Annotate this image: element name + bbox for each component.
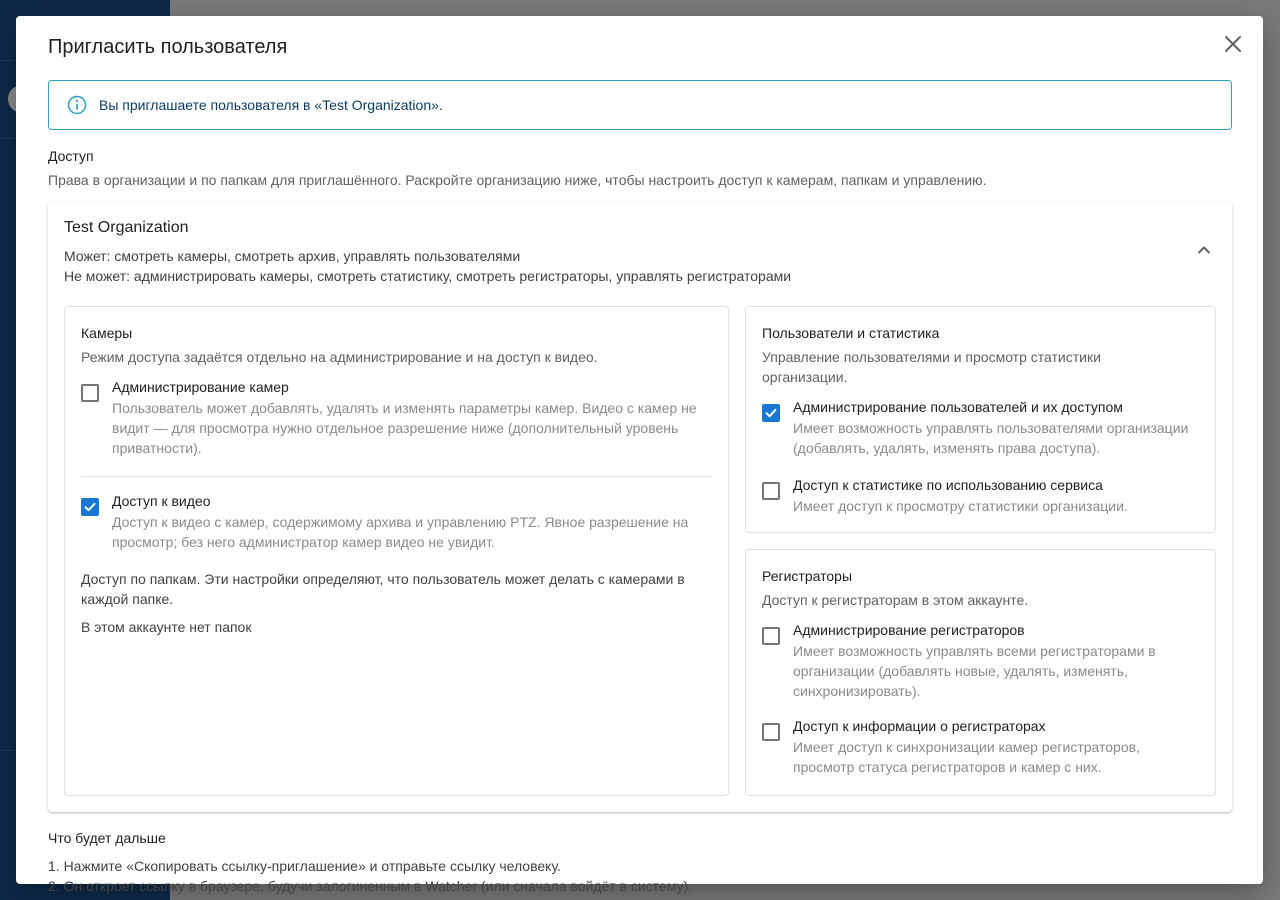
invite-user-dialog — [16, 16, 1263, 894]
camera-admin-checkbox[interactable] — [81, 384, 99, 402]
stats-access-help: Имеет доступ к просмотру статистики организации. — [793, 498, 1128, 514]
camera-admin-label: Администрирование камер — [112, 379, 289, 395]
info-alert-text: Вы приглашаете пользователя в «Test Organization». — [99, 97, 443, 113]
cameras-panel-description: Режим доступа задаётся отдельно на администрирование и на доступ к видео. — [81, 349, 598, 365]
folders-access-description: Доступ по папкам. Эти настройки определяют, что пользователь может делать с камерами в каждой папке. — [81, 571, 685, 607]
organization-can-summary: Может: смотреть камеры, смотреть архив, управлять пользователями — [64, 248, 521, 264]
camera-admin-option — [81, 377, 711, 458]
recorders-panel — [745, 549, 1216, 796]
cameras-panel — [64, 306, 729, 796]
camera-admin-help: Пользователь может добавлять, удалять и изменять параметры камер. Видео с камер не видит — для просмотра нужно отдельное разрешение ниже (дополнительный уровень приватности). — [112, 400, 697, 456]
recorders-info-option — [762, 716, 1202, 777]
users-stats-panel-description: Управление пользователями и просмотр статистики организации. — [762, 349, 1101, 385]
users-stats-panel-title: Пользователи и статистика — [762, 325, 940, 341]
close-icon — [1221, 32, 1245, 56]
next-step-item: 2. Он откроет ссылку в браузере, будучи залогиненным в Watcher (или сначала войдёт в систему). — [48, 878, 693, 894]
video-access-checkbox[interactable] — [81, 498, 99, 516]
recorders-admin-label: Администрирование регистраторов — [793, 622, 1025, 638]
users-stats-panel — [745, 306, 1216, 533]
info-icon — [67, 95, 87, 115]
check-icon — [764, 406, 778, 420]
recorders-info-checkbox[interactable] — [762, 723, 780, 741]
close-button[interactable] — [1221, 32, 1245, 56]
next-step-item: 1. Нажмите «Скопировать ссылку-приглашение» и отправьте ссылку человеку. — [48, 858, 561, 874]
recorders-panel-description: Доступ к регистраторам в этом аккаунте. — [762, 592, 1029, 608]
recorders-info-help: Имеет доступ к синхронизации камер регистраторов, просмотр статуса регистраторов и камер с них. — [793, 739, 1140, 775]
recorders-admin-help: Имеет возможность управлять всеми регистраторами в организации (добавлять новые, удалять, изменять, синхронизировать). — [793, 643, 1156, 699]
users-admin-label: Администрирование пользователей и их доступом — [793, 399, 1123, 415]
video-access-label: Доступ к видео — [112, 493, 211, 509]
recorders-admin-option — [762, 620, 1202, 701]
divider — [81, 476, 712, 477]
organization-accordion — [48, 202, 1232, 812]
video-access-option — [81, 491, 711, 552]
organization-name: Test Organization — [64, 219, 189, 236]
no-folders-message: В этом аккаунте нет папок — [81, 619, 252, 635]
access-description: Права в организации и по папкам для приглашённого. Раскройте организацию ниже, чтобы настроить доступ к камерам, папкам и управлению. — [48, 172, 987, 188]
info-alert — [48, 80, 1232, 130]
chevron-up-icon — [1196, 242, 1212, 258]
users-admin-option — [762, 397, 1202, 458]
accordion-toggle-button[interactable] — [1196, 242, 1212, 258]
users-admin-help: Имеет возможность управлять пользователями организации (добавлять, удалять, изменять права доступа). — [793, 420, 1189, 456]
check-icon — [83, 500, 97, 514]
organization-cannot-summary: Не может: администрировать камеры, смотреть статистику, смотреть регистраторы, управлять регистраторами — [64, 268, 792, 284]
video-access-help: Доступ к видео с камер, содержимому архива и управлению PTZ. Явное разрешение на просмотр; без него администратор камер видео не увидит. — [112, 514, 689, 550]
stats-access-option — [762, 475, 1202, 516]
next-steps-heading: Что будет дальше — [48, 830, 166, 846]
recorders-panel-title: Регистраторы — [762, 568, 853, 584]
stats-access-label: Доступ к статистике по использованию сервиса — [793, 477, 1103, 493]
access-heading: Доступ — [48, 148, 94, 164]
recorders-info-label: Доступ к информации о регистраторах — [793, 718, 1046, 734]
recorders-admin-checkbox[interactable] — [762, 627, 780, 645]
users-admin-checkbox[interactable] — [762, 404, 780, 422]
stats-access-checkbox[interactable] — [762, 482, 780, 500]
dialog-title: Пригласить пользователя — [48, 36, 288, 58]
cameras-panel-title: Камеры — [81, 325, 133, 341]
